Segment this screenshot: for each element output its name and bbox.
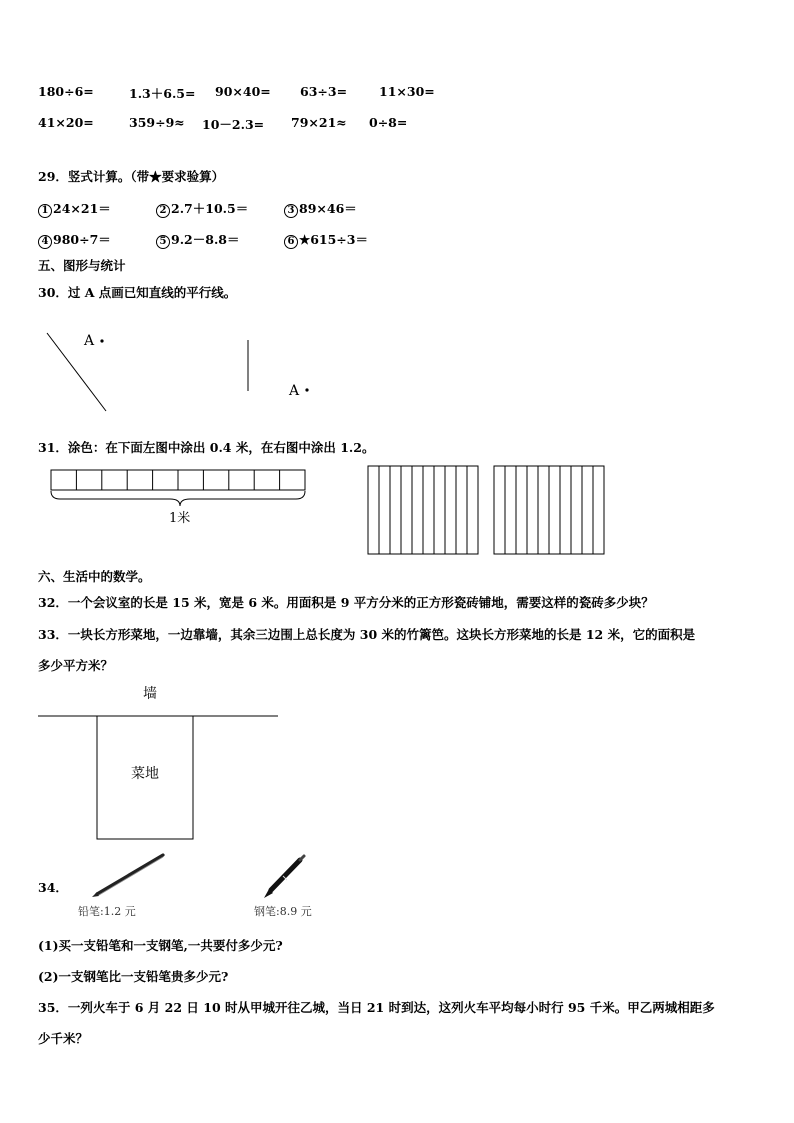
point-a-label: A	[289, 383, 300, 399]
circled-number: 5	[156, 235, 170, 249]
expr: 89×46＝	[299, 201, 357, 216]
pencil-price-label: 铅笔:1.2 元	[78, 905, 136, 918]
q35-line-1: 35．一列火车于 6 月 22 日 10 时从甲城开往乙城，当日 21 时到达，这列火车平均每小时行 95 千米。甲乙两城相距多	[38, 1000, 715, 1015]
oral-item: 0÷8=	[369, 115, 408, 130]
circled-number: 3	[284, 204, 298, 218]
expr: 9.2－8.8＝	[171, 232, 240, 247]
pen-price-label: 钢笔:8.9 元	[254, 905, 312, 918]
section-6-heading: 六、生活中的数学。	[38, 569, 151, 584]
q34-number: 34．	[38, 880, 68, 895]
ruler-label: 1米	[169, 511, 191, 526]
q32-text: 32．一个会议室的长是 15 米，宽是 6 米。用面积是 9 平方分米的正方形瓷砖铺地，需要这样的瓷砖多少块？	[38, 595, 654, 610]
expr: 2.7＋10.5＝	[171, 201, 249, 216]
oral-item: 1.3＋6.5=	[129, 86, 196, 101]
q35-line-2: 少千米？	[38, 1031, 89, 1046]
point-a-label: A	[84, 333, 95, 349]
circled-number: 2	[156, 204, 170, 218]
pen-icon	[264, 856, 304, 898]
circled-number: 6	[284, 235, 298, 249]
circled-number: 1	[38, 204, 52, 218]
oral-item: 63÷3=	[300, 84, 348, 99]
oral-item: 10－2.3=	[202, 117, 265, 132]
pencil-icon	[92, 855, 163, 897]
oral-item: 90×40=	[215, 84, 271, 99]
q29-title: 29．竖式计算。（带★要求验算）	[38, 169, 225, 184]
q33-line-1: 33．一块长方形菜地，一边靠墙，其余三边围上总长度为 30 米的竹篱笆。这块长方形菜地的长是 12 米，它的面积是	[38, 627, 696, 642]
oral-item: 11×30=	[379, 84, 435, 99]
expr: ★615÷3＝	[299, 232, 368, 247]
oral-item: 359÷9≈	[129, 115, 185, 130]
oral-item: 180÷6=	[38, 84, 94, 99]
q31-title: 31．涂色：在下面左图中涂出 0.4 米，在右图中涂出 1.2。	[38, 440, 375, 455]
expr: 980÷7＝	[53, 232, 111, 247]
q34-sub-question-1: (1)买一支铅笔和一支钢笔,一共要付多少元?	[38, 938, 283, 953]
oral-item: 79×21≈	[291, 115, 347, 130]
q34-sub-question-2: (2)一支钢笔比一支铅笔贵多少元?	[38, 969, 229, 984]
circled-number: 4	[38, 235, 52, 249]
section-5-heading: 五、图形与统计	[38, 258, 126, 273]
q33-line-2: 多少平方米？	[38, 658, 114, 673]
q30-title: 30．过 A 点画已知直线的平行线。	[38, 285, 237, 300]
wall-label: 墙	[143, 686, 157, 702]
expr: 24×21＝	[53, 201, 111, 216]
oral-item: 41×20=	[38, 115, 94, 130]
field-label: 菜地	[131, 766, 159, 782]
